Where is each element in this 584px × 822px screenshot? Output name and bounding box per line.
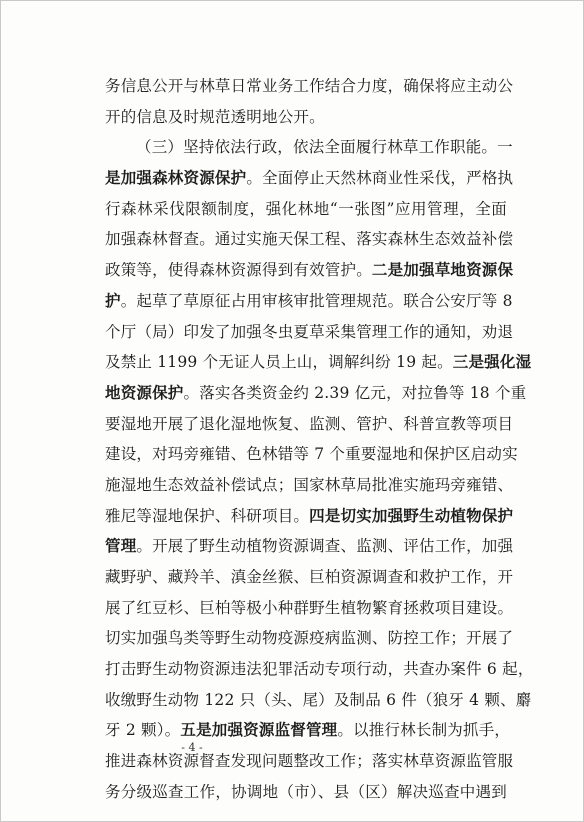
text-line — [105, 777, 507, 808]
text-line — [105, 132, 513, 163]
bold-text-segment: 二是加强草地资源保 — [371, 260, 514, 280]
text-segment: 藏野驴、藏羚羊、滇金丝猴、巨柏资源调查和救护工作，开 — [105, 568, 514, 586]
text-line — [105, 654, 534, 685]
text-segment: 。以推行林长制为抓手， — [337, 721, 511, 740]
page-number-label: - 4 - — [181, 741, 203, 754]
text-segment: 及禁止 1199 个无证人员上山，调解纠纷 19 起。 — [105, 353, 453, 372]
text-line — [105, 102, 507, 133]
text-line — [105, 501, 514, 532]
text-segment: 牙 2 颗）。 — [105, 721, 181, 740]
bold-text-segment: 护 — [105, 290, 121, 310]
text-line — [105, 163, 514, 194]
text-segment: 个厅（局）印发了加强冬虫夏草采集管理工作的通知，劝退 — [105, 322, 514, 341]
text-line — [105, 593, 514, 624]
text-segment: （三）坚持依法行政，依法全面履行林草工作职能。一 — [136, 138, 513, 157]
text-segment: 开的信息及时规范透明地公开。 — [105, 107, 325, 126]
text-segment: 政策等，使得森林资源得到有效管护。 — [105, 261, 372, 280]
bold-text-segment: 四是切实加强野生动植物保护 — [309, 505, 514, 525]
text-segment: 务信息公开与林草日常业务工作结合力度，确保将应主动公 — [105, 77, 514, 95]
bold-text-segment: 管理 — [105, 536, 137, 556]
bold-text-segment: 是加强森林资源保护 — [105, 168, 247, 188]
body-text — [105, 71, 534, 808]
text-segment: 。全面停止天然林商业性采伐，严格执 — [246, 169, 514, 188]
text-segment: 建设，对玛旁雍错、色林错等 7 个重要湿地和保护区启动实 — [105, 445, 518, 464]
text-line — [105, 685, 532, 716]
text-segment: 切实加强鸟类等野生动物疫源疫病监测、防控工作；开展了 — [105, 629, 514, 648]
text-line — [105, 439, 518, 470]
bold-text-segment: 地资源保护 — [105, 382, 184, 402]
text-line — [105, 378, 527, 409]
text-segment: 。开展了野生动植物资源调查、监测、评估工作，加强 — [136, 537, 514, 556]
text-line — [105, 71, 514, 102]
text-line — [105, 531, 514, 562]
text-line — [105, 286, 513, 317]
bold-text-segment: 五是加强资源监督管理 — [180, 720, 338, 740]
text-segment: 施湿地生态效益补偿试点；国家林草局批准实施玛旁雍错、 — [105, 475, 514, 494]
page-number — [1, 741, 583, 754]
text-line — [105, 194, 507, 225]
text-segment: 展了红豆杉、巨柏等极小种群野生植物繁育拯救项目建设。 — [105, 598, 514, 617]
text-segment: 。起草了草原征占用审核审批管理规范。联合公安厅等 8 — [120, 291, 513, 310]
bold-text-segment: 三是强化湿 — [452, 352, 532, 372]
text-line — [105, 409, 514, 440]
text-line — [105, 623, 514, 654]
text-segment: 行森林采伐限额制度，强化林地“一张图”应用管理，全面 — [105, 199, 507, 218]
text-segment: 要湿地开展了退化湿地恢复、监测、管护、科普宣教等项目 — [105, 414, 514, 433]
text-segment: 雅尼等湿地保护、科研项目。 — [105, 506, 310, 525]
text-line — [105, 347, 532, 378]
text-segment: 打击野生动物资源违法犯罪活动专项行动，共查办案件 6 起， — [105, 660, 534, 679]
text-segment: 收缴野生动物 122 只（头、尾）及制品 6 件（狼牙 4 颗、麝 — [105, 690, 532, 709]
text-segment: 加强森林督查。通过实施天保工程、落实森林生态效益补偿 — [105, 230, 514, 249]
text-line — [105, 255, 514, 286]
text-segment: 务分级巡查工作，协调地（市）、县（区）解决巡查中遇到 — [105, 782, 507, 801]
text-line — [105, 224, 514, 255]
text-segment: 推进森林资源督查发现问题整改工作；落实林草资源监管服 — [105, 752, 514, 771]
text-segment: 。落实各类资金约 2.39 亿元，对拉鲁等 18 个重 — [183, 383, 527, 402]
text-line — [105, 470, 514, 501]
text-line — [105, 562, 514, 593]
text-line — [105, 317, 514, 348]
